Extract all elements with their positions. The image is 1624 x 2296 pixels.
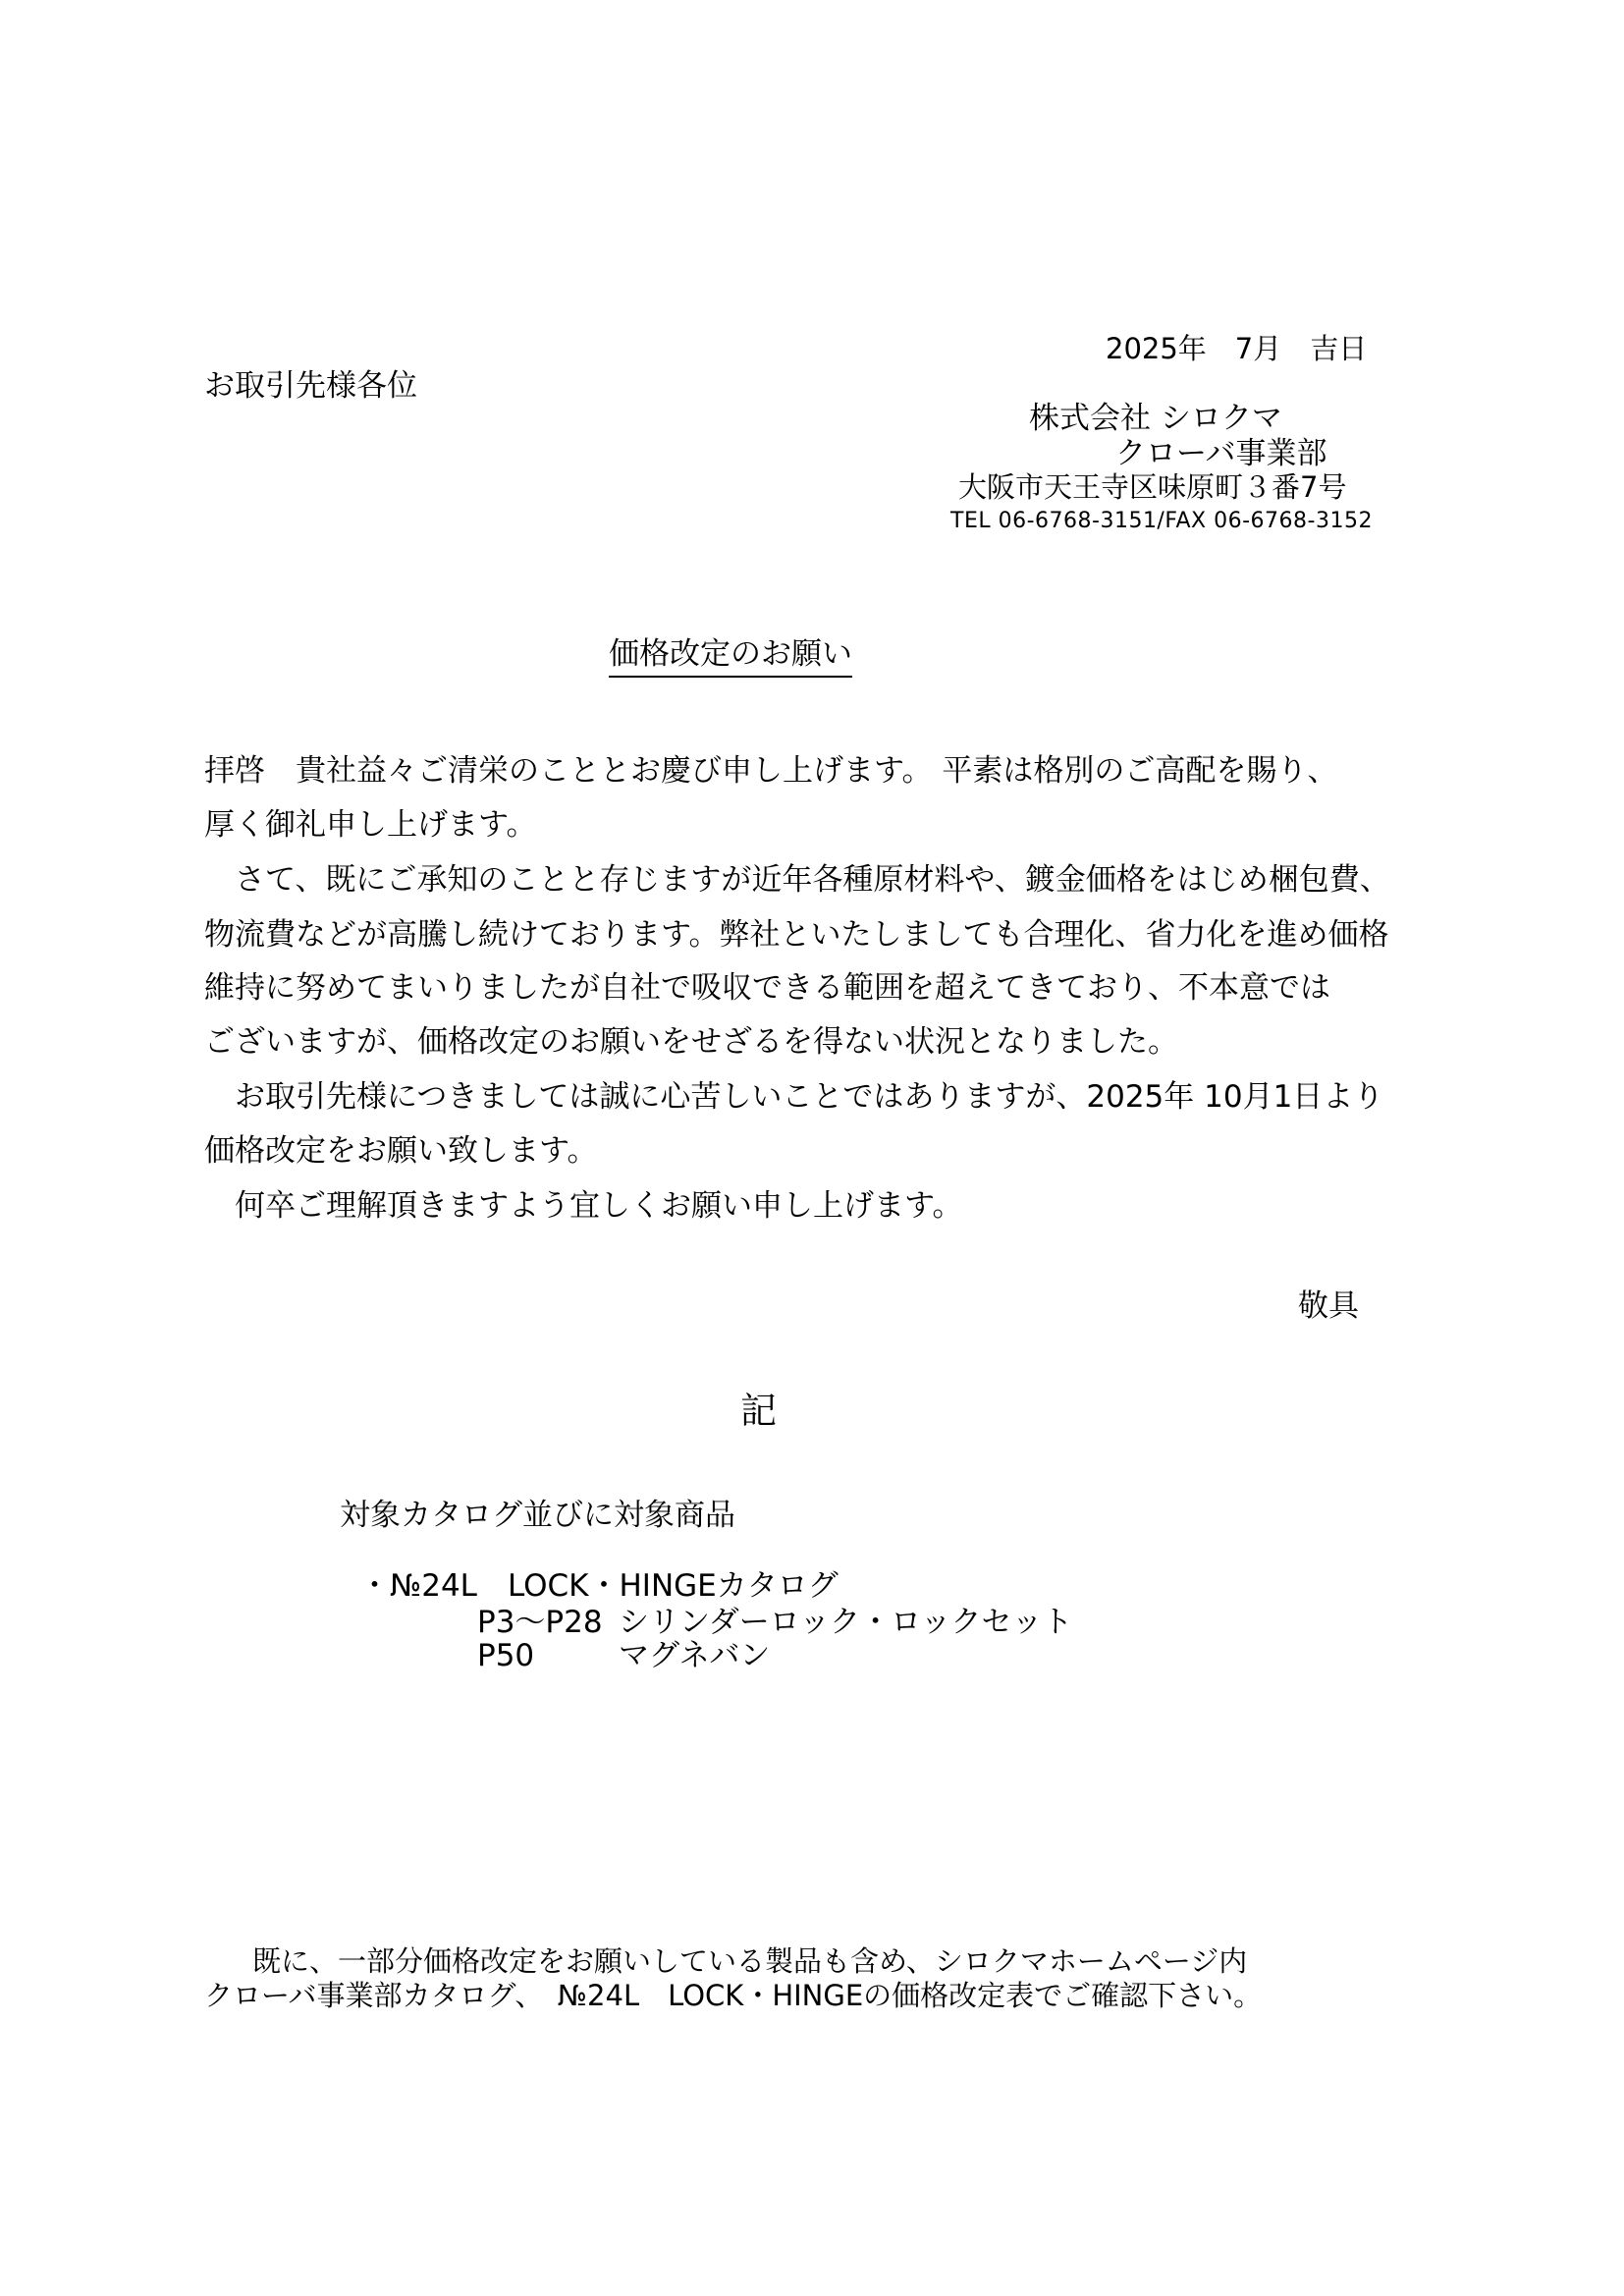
closing-remark: 敬具 xyxy=(1298,1288,1359,1324)
catalog-item-page: P3～P28 xyxy=(477,1605,603,1640)
body-line: ございますが、価格改定のお願いをせざるを得ない状況となりました。 xyxy=(204,1024,1178,1060)
catalog-item-product: シリンダーロック・ロックセット xyxy=(619,1605,1073,1640)
body-line: 何卒ご理解頂きますよう宜しくお願い申し上げます。 xyxy=(204,1188,963,1224)
sender-tel-fax: TEL 06-6768-3151/FAX 06-6768-3152 xyxy=(950,509,1373,533)
catalog-name: ・№24L LOCK・HINGEカタログ xyxy=(359,1568,839,1604)
sender-company: 株式会社 シロクマ xyxy=(1029,401,1282,436)
target-heading: 対象カタログ並びに対象商品 xyxy=(340,1498,735,1533)
letter-date: 2025年 7月 吉日 xyxy=(1106,332,1368,365)
body-line: お取引先様につきましては誠に心苦しいことではありますが、2025年 10月1日より xyxy=(204,1079,1384,1115)
catalog-item-page: P50 xyxy=(477,1638,535,1673)
recipient: お取引先様各位 xyxy=(204,368,417,404)
record-heading: 記 xyxy=(740,1390,777,1432)
sender-division: クローバ事業部 xyxy=(1115,436,1327,471)
letter-title: 価格改定のお願い xyxy=(609,639,852,678)
footnote-line: 既に、一部分価格改定をお願いしている製品も含め、シロクマホームページ内 xyxy=(224,1944,1248,1978)
catalog-item-product: マグネバン xyxy=(619,1638,771,1673)
body-line: 価格改定をお願い致します。 xyxy=(204,1133,598,1169)
body-line: 維持に努めてまいりましたが自社で吸収できる範囲を超えてきており、不本意では xyxy=(204,970,1330,1006)
body-line: 厚く御礼申し上げます。 xyxy=(204,807,537,843)
body-line: 物流費などが高騰し続けております。弊社といたしましても合理化、省力化を進め価格 xyxy=(204,917,1389,953)
body-line: 拝啓 貴社益々ご清栄のこととお慶び申し上げます。 平素は格別のご高配を賜り、 xyxy=(204,753,1338,789)
sender-address: 大阪市天王寺区味原町３番7号 xyxy=(958,470,1347,504)
footnote-line: クローバ事業部カタログ、 №24L LOCK・HINGEの価格改定表でご確認下さい。 xyxy=(204,1979,1263,2012)
body-line: さて、既にご承知のことと存じますが近年各種原材料や、鍍金価格をはじめ梱包費、 xyxy=(204,862,1390,898)
